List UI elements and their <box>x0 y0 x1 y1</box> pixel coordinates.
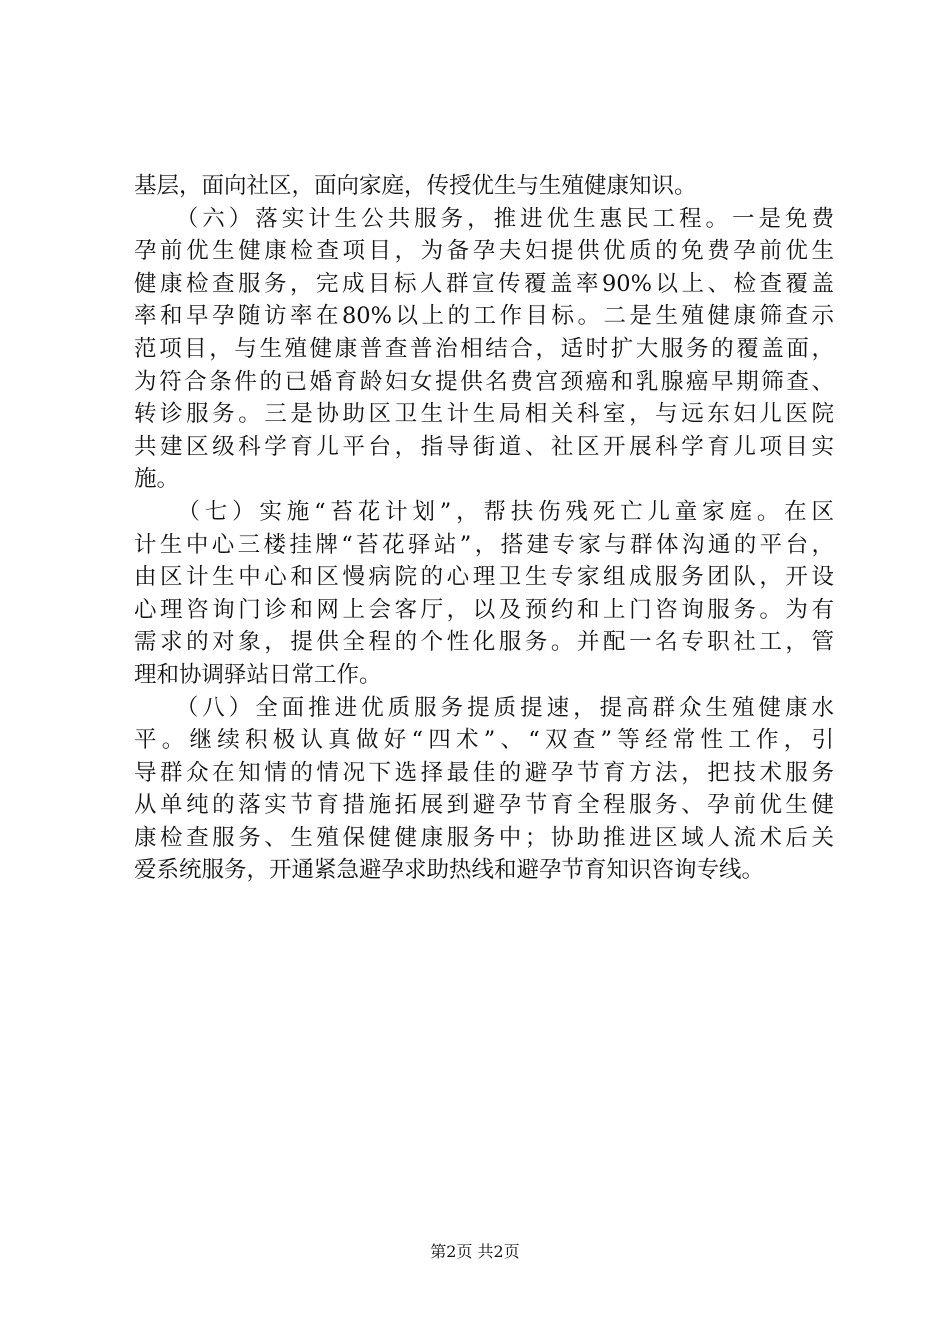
text-line: （六）落实计生公共服务，推进优生惠民工程。一是免费 <box>134 205 834 232</box>
text-line: 基层，面向社区，面向家庭，传授优生与生殖健康知识。 <box>134 173 697 199</box>
text-line: 爱系统服务，开通紧急避孕求助热线和避孕节育知识咨询专线。 <box>134 857 765 884</box>
text-line: 健康检查服务，完成目标人群宣传覆盖率90%以上、检查覆盖 <box>134 270 834 297</box>
body-text <box>134 170 834 887</box>
text-line: 转诊服务。三是协助区卫生计生局相关科室，与远东妇儿医院 <box>134 401 834 428</box>
text-line: 理和协调驿站日常工作。 <box>134 661 382 688</box>
text-line: 率和早孕随访率在80%以上的工作目标。二是生殖健康筛查示 <box>134 303 834 330</box>
text-line: 为符合条件的已婚育龄妇女提供名费宫颈癌和乳腺癌早期筛查、 <box>134 368 834 395</box>
text-line: 康检查服务、生殖保健健康服务中；协助推进区域人流术后关 <box>134 824 834 851</box>
text-line: 共建区级科学育儿平台，指导街道、社区开展科学育儿项目实 <box>134 433 834 460</box>
text-line: 导群众在知情的情况下选择最佳的避孕节育方法，把技术服务 <box>134 759 834 786</box>
text-line: 计生中心三楼挂牌“苔花驿站”，搭建专家与群体沟通的平台， <box>134 531 834 558</box>
text-line: 从单纯的落实节育措施拓展到避孕节育全程服务、孕前优生健 <box>134 792 834 819</box>
page-footer: 第2页 共2页 <box>430 1242 520 1261</box>
text-line: 孕前优生健康检查项目，为备孕夫妇提供优质的免费孕前优生 <box>134 238 834 265</box>
text-line: 需求的对象，提供全程的个性化服务。并配一名专职社工，管 <box>134 629 834 656</box>
text-line: 平。继续积极认真做好“四术”、“双查”等经常性工作，引 <box>134 727 834 754</box>
text-line: 施。 <box>134 466 180 493</box>
text-line: （七）实施“苔花计划”，帮扶伤残死亡儿童家庭。在区 <box>134 498 834 525</box>
text-line: 心理咨询门诊和网上会客厅，以及预约和上门咨询服务。为有 <box>134 596 834 623</box>
text-line: 由区计生中心和区慢病院的心理卫生专家组成服务团队，开设 <box>134 564 834 591</box>
text-line: 范项目，与生殖健康普查普治相结合，适时扩大服务的覆盖面， <box>134 335 834 362</box>
text-line: （八）全面推进优质服务提质提速，提高群众生殖健康水 <box>134 694 834 721</box>
